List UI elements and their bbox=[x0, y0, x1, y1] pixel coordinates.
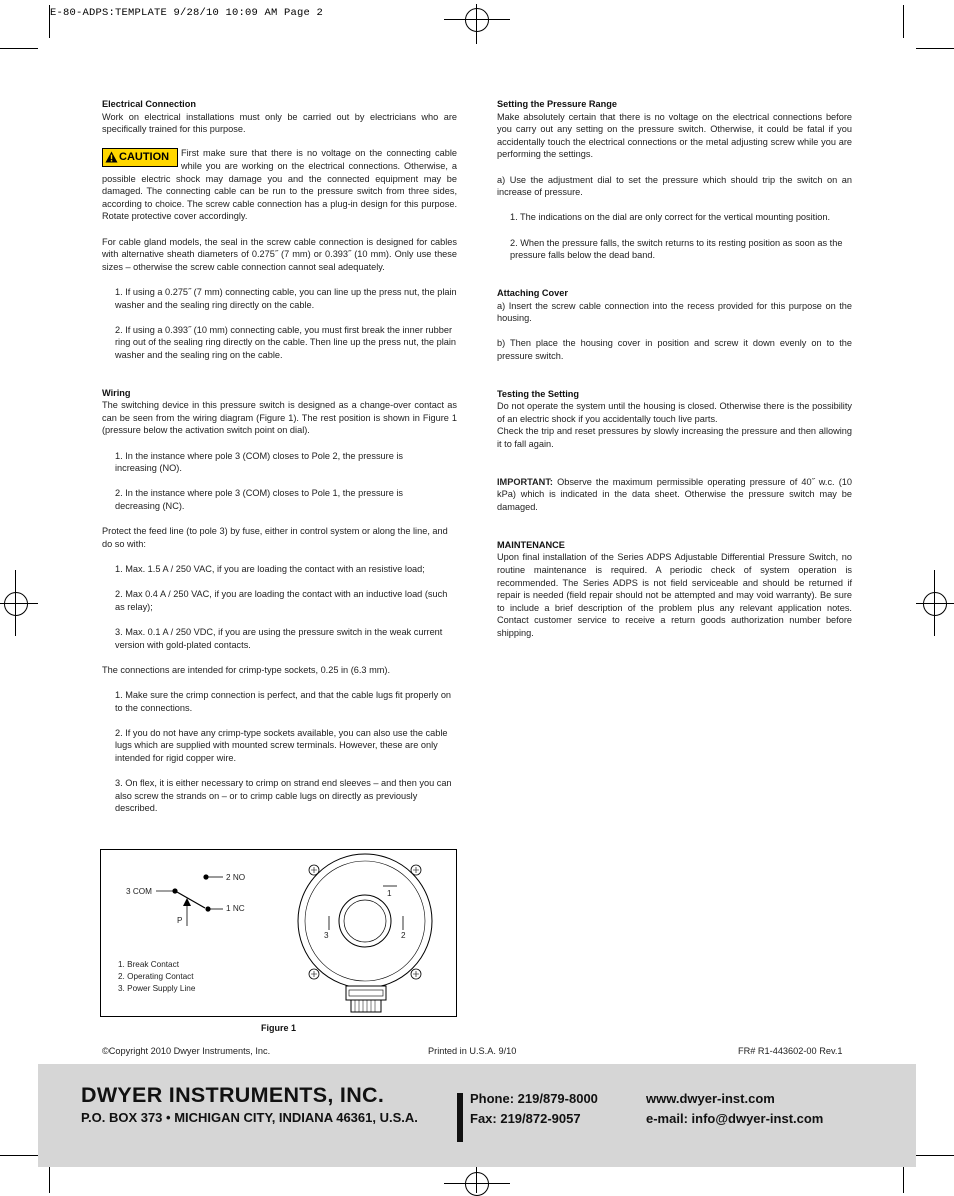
com-label: 3 COM bbox=[126, 887, 152, 896]
legend-item-2: 2. Operating Contact bbox=[118, 972, 194, 981]
important-paragraph bbox=[497, 476, 852, 514]
nc-label: 1 NC bbox=[226, 904, 245, 913]
left-column bbox=[102, 98, 457, 815]
legend-item-3: 3. Power Supply Line bbox=[118, 984, 196, 993]
setting-a: a) Use the adjustment dial to set the pressure which should trip the switch on an increase of pressure. bbox=[497, 174, 852, 198]
no-terminal bbox=[203, 874, 208, 879]
crimp-item-3: 3. On flex, it is either necessary to crimp on strand end sleeves – and then you can also screw the strands on – or to crimp cable lugs on directly as previously described. bbox=[115, 778, 452, 814]
setting-intro: Make absolutely certain that there is no voltage on the electrical connections before you carry out any setting on the pressure switch. Otherwise, it could be fatal if you accidentally touch the electrical connections or the metal adjusting screw while you are performing the settings. bbox=[497, 111, 852, 160]
wiring-item-1: 1. In the instance where pole 3 (COM) closes to Pole 2, the pressure is increasing (NO). bbox=[115, 450, 404, 474]
nc-terminal bbox=[205, 906, 210, 911]
important-label: IMPORTANT: bbox=[497, 476, 553, 487]
figure-caption: Figure 1 bbox=[261, 1023, 297, 1033]
company-name: DWYER INSTRUMENTS, INC. bbox=[81, 1083, 385, 1107]
important-text: Observe the maximum permissible operating pressure of 40˝ w.c. (10 kPa) which is indicated in the data sheet. Otherwise the pressure switch may be damaged. bbox=[497, 476, 852, 512]
figure-1 bbox=[100, 849, 457, 1017]
website-link[interactable]: www.dwyer-inst.com bbox=[646, 1091, 775, 1106]
email-link[interactable]: e-mail: info@dwyer-inst.com bbox=[646, 1111, 824, 1126]
gland-item-2: 2. If using a 0.393˝ (10 mm) connecting cable, you must first break the inner rubber ring out of the sealing ring directly on the cable. Then line up the press nut, the plain washer and the sealing ring on the cable. bbox=[115, 324, 457, 360]
cover-a: a) Insert the screw cable connection into the recess provided for this purpose on the housing. bbox=[497, 300, 852, 324]
terminal-1-label: 1 bbox=[387, 889, 392, 898]
crop-mark bbox=[916, 48, 954, 49]
testing-p2: Check the trip and reset pressures by slowly increasing the pressure and then allowing it to fall again. bbox=[497, 426, 852, 450]
caution-label: CAUTION bbox=[119, 151, 170, 164]
wiring-diagram bbox=[101, 850, 458, 1018]
gland-paragraph: For cable gland models, the seal in the screw cable connection is designed for cables with alternative sheath diameters of 0.275˝ (7 mm) or 0.393˝ (10 mm). Only use these sizes – otherwise the screw cable connection cannot seal adequately. bbox=[102, 236, 457, 272]
caution-text: First make sure that there is no voltage on the connecting cable while you are working on the electrical connections. Otherwise, a possible electric shock may damage you and the connected equipment may be damaged. The connecting cable can be run to the pressure switch from three sides, according to choice. The screw cable connection has a plug-in design for this purpose. Rotate protective cover accordingly. bbox=[102, 148, 457, 222]
crop-mark bbox=[916, 1155, 954, 1156]
terminal-2-label: 2 bbox=[401, 931, 406, 940]
registration-mark-left bbox=[4, 592, 28, 616]
crop-mark bbox=[49, 5, 50, 38]
banner-divider bbox=[457, 1093, 463, 1142]
phone: Phone: 219/879-8000 bbox=[470, 1091, 598, 1106]
wiring-item-2: 2. In the instance where pole 3 (COM) closes to Pole 1, the pressure is decreasing (NC). bbox=[115, 488, 404, 511]
testing-p1: Do not operate the system until the housing is closed. Otherwise there is the possibility of an electric shock if you accidentally touch live parts. bbox=[497, 401, 852, 424]
registration-mark-right bbox=[923, 592, 947, 616]
fuse-item-3: 3. Max. 0.1 A / 250 VDC, if you are using the pressure switch in the weak current version with gold-plated contacts. bbox=[115, 626, 443, 650]
testing-heading: Testing the Setting bbox=[497, 388, 580, 399]
crop-mark bbox=[903, 5, 904, 38]
maintenance-text: Upon final installation of the Series ADPS Adjustable Differential Pressure Switch, no routine maintenance is required. A periodic check of system operation is recommended. The Series ADPS is not field serviceable and should be returned if repair is needed (field repair should not be attempted and may void warranty). Be sure to include a brief description of the problem plus any relevant application notes. Contact customer service to receive a return goods authorization number before shipping. bbox=[497, 552, 852, 638]
crop-mark bbox=[0, 1155, 38, 1156]
cover-b: b) Then place the housing cover in position and screw it down evenly on to the pressure switch. bbox=[497, 338, 852, 361]
registration-mark-top bbox=[465, 8, 489, 32]
crop-mark bbox=[0, 48, 38, 49]
registration-line bbox=[476, 1167, 477, 1193]
legend-item-1: 1. Break Contact bbox=[118, 960, 179, 969]
crimp-item-2: 2. If you do not have any crimp-type sockets available, you can also use the cable lugs which are supplied with mounted screw terminals. However, these are only intended for rigid copper wire. bbox=[115, 727, 448, 763]
caution-badge bbox=[102, 148, 178, 167]
crimp-item-1: 1. Make sure the crimp connection is perfect, and that the cable lugs fit properly on to the connections. bbox=[115, 689, 452, 713]
setting-item-1: 1. The indications on the dial are only correct for the vertical mounting position. bbox=[510, 212, 831, 223]
no-label: 2 NO bbox=[226, 873, 246, 882]
crimp-paragraph: The connections are intended for crimp-type sockets, 0.25 in (6.3 mm). bbox=[102, 664, 391, 675]
form-number: FR# R1-443602-00 Rev.1 bbox=[738, 1046, 843, 1056]
switch-arm bbox=[177, 892, 205, 908]
registration-line bbox=[0, 603, 38, 604]
terminal-3-label: 3 bbox=[324, 931, 329, 940]
switch-housing-drawing bbox=[298, 854, 432, 1012]
right-column bbox=[497, 98, 852, 640]
com-terminal bbox=[172, 888, 177, 893]
cover-heading: Attaching Cover bbox=[497, 287, 568, 298]
setting-item-2: 2. When the pressure falls, the switch returns to its resting position as soon as the pressure falls below the dead band. bbox=[510, 237, 843, 261]
fuse-item-1: 1. Max. 1.5 A / 250 VAC, if you are loading the contact with an resistive load; bbox=[115, 563, 425, 574]
registration-mark-bottom bbox=[465, 1172, 489, 1196]
registration-line bbox=[444, 1183, 510, 1184]
electrical-intro: Work on electrical installations must only be carried out by electricians who are specifically trained for this purpose. bbox=[102, 111, 457, 135]
fax: Fax: 219/872-9057 bbox=[470, 1111, 581, 1126]
copyright: ©Copyright 2010 Dwyer Instruments, Inc. bbox=[102, 1046, 271, 1056]
fuse-item-2: 2. Max 0.4 A / 250 VAC, if you are loading the contact with an inductive load (such as relay); bbox=[115, 589, 448, 612]
caution-paragraph bbox=[102, 147, 457, 223]
wiring-heading: Wiring bbox=[102, 387, 131, 398]
wiring-intro: The switching device in this pressure switch is designed as a change-over contact as can be seen from the wiring diagram (Figure 1). The rest position is shown in Figure 1 (pressure below the activation switch point on dial). bbox=[102, 400, 457, 436]
p-label: P bbox=[177, 916, 183, 925]
electrical-heading: Electrical Connection bbox=[102, 99, 196, 109]
maintenance-heading: MAINTENANCE bbox=[497, 539, 565, 550]
registration-line bbox=[916, 603, 954, 604]
warning-icon bbox=[105, 151, 118, 163]
setting-heading: Setting the Pressure Range bbox=[497, 99, 617, 109]
printed-in: Printed in U.S.A. 9/10 bbox=[428, 1046, 517, 1056]
registration-line bbox=[444, 19, 510, 20]
gland-item-1: 1. If using a 0.275˝ (7 mm) connecting cable, you can line up the press nut, the plain washer and the sealing ring directly on the cable. bbox=[115, 286, 457, 310]
crop-mark bbox=[903, 1167, 904, 1193]
registration-line bbox=[476, 4, 477, 44]
slug-line: E-80-ADPS:TEMPLATE 9/28/10 10:09 AM Page 2 bbox=[50, 7, 324, 19]
crop-mark bbox=[49, 1167, 50, 1193]
company-address: P.O. BOX 373 • MICHIGAN CITY, INDIANA 46361, U.S.A. bbox=[81, 1110, 418, 1125]
protect-paragraph: Protect the feed line (to pole 3) by fuse, either in control system or along the line, and do so with: bbox=[102, 526, 448, 549]
